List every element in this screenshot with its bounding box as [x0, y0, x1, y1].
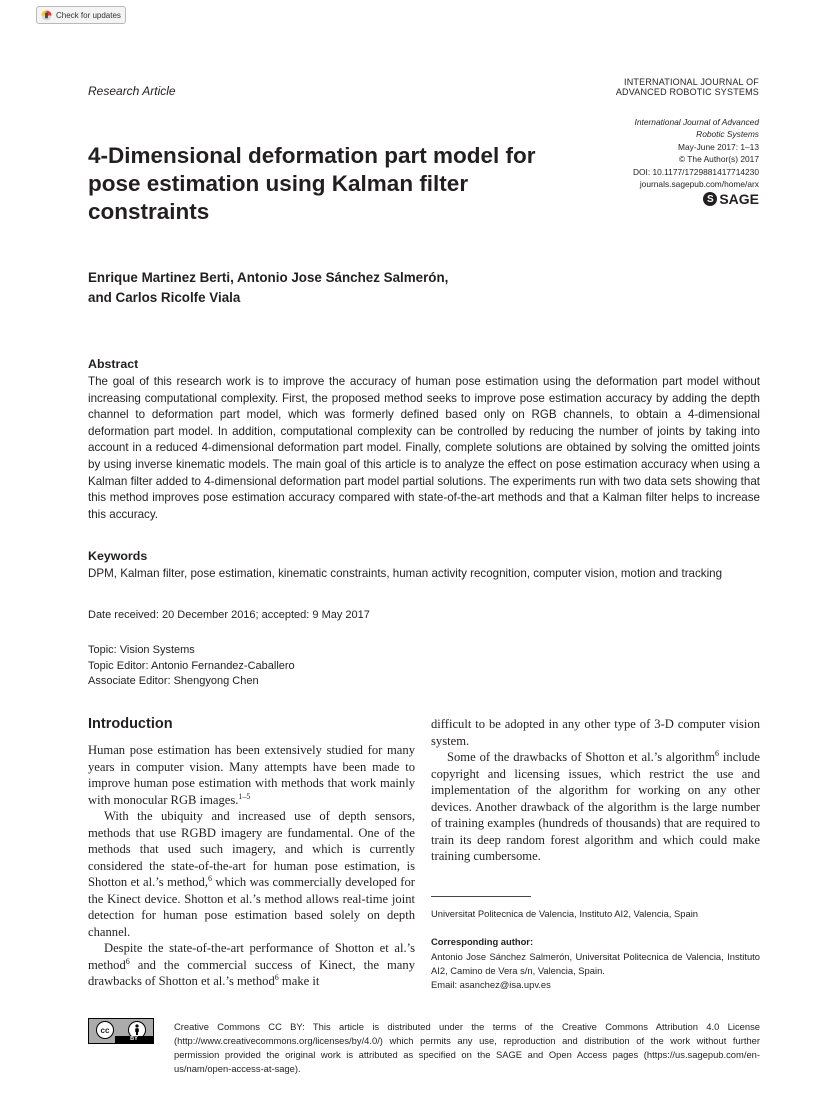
journal-brand-line2: ADVANCED ROBOTIC SYSTEMS [615, 87, 759, 97]
citation-ref[interactable]: 6 [715, 748, 720, 758]
paper-title: 4-Dimensional deformation part model for pose estimation using Kalman filter constraints [88, 143, 536, 224]
corresponding-author-details [431, 950, 760, 991]
journal-copyright: © The Author(s) 2017 [678, 154, 759, 165]
intro-paragraph-1: Human pose estimation has been extensively studied for many years in computer vision. Many attempts have been made to improve human pose estimation with methods that work mainly with monocular RGB images.$^{1-5}$ [88, 743, 415, 807]
author-line-1: Enrique Martinez Berti, Antonio Jose Sánchez Salmerón, [88, 270, 449, 285]
journal-info [539, 116, 759, 190]
keywords-heading: Keywords [88, 549, 148, 563]
corresponding-author-address: Antonio Jose Sánchez Salmerón, Universitat Politecnica de Valencia, Instituto AI2, Camino de Vera s/n, Valencia, Spain. [431, 951, 760, 976]
intro-paragraph-3: Despite the state-of-the-art performance of Shotton et al.’s method$^6$ and the commercial success of Kinect, the many drawbacks of Shotton et al.’s method$^6$ make it [88, 941, 415, 988]
citation-ref[interactable]: 6 [274, 972, 279, 982]
sage-logo [703, 191, 759, 207]
article-type: Research Article [88, 84, 176, 98]
author-line-2: and Carlos Ricolfe Viala [88, 290, 241, 305]
journal-doi[interactable]: DOI: 10.1177/1729881417714230 [632, 166, 759, 177]
cc-icon: cc [96, 1021, 114, 1039]
intro-paragraph-3-cont: difficult to be adopted in any other type of 3-D computer vision system. [431, 717, 760, 748]
affiliation: Universitat Politecnica de Valencia, Instituto AI2, Valencia, Spain [431, 908, 698, 919]
topic-line: Topic: Vision Systems [88, 644, 195, 656]
journal-name-line1: International Journal of Advanced [634, 117, 759, 127]
topic-editor-line: Topic Editor: Antonio Fernandez-Caballero [88, 659, 295, 672]
intro-paragraph-2: With the ubiquity and increased use of depth sensors, methods that use RGBD imagery are fundamental. One of the methods that used such imagery, and which is currently considered the state-of-the-art for human pose estimation, is Shotton et al.’s method,$^6$ which was commercially developed for the Kinect device. Shotton et al.’s method allows real-time joint detection for human pose estimation based solely on depth channel. [88, 809, 415, 939]
corresponding-author-email[interactable]: Email: asanchez@isa.upv.es [431, 978, 551, 990]
topic-block [88, 643, 295, 690]
citation-ref[interactable]: 1–5 [238, 791, 251, 801]
journal-brand [616, 77, 759, 97]
journal-issue: May-June 2017: 1–13 [677, 141, 759, 152]
citation-ref[interactable]: 6 [125, 956, 130, 966]
intro-paragraph-4: Some of the drawbacks of Shotton et al.’s algorithm$^6$ include copyright and licensing issues, which restrict the use and implementation of the algorithm for working on any other devices. Another drawback of the algorithm is the large number of training examples (hundreds of thousands) that are required to train its deep random forest algorithm and which could make training cumbersome. [431, 748, 760, 863]
keywords-text: DPM, Kalman filter, pose estimation, kinematic constraints, human activity recognition, computer vision, motion and tracking [88, 567, 723, 580]
associate-editor-line: Associate Editor: Shengyong Chen [88, 675, 259, 687]
right-column [431, 716, 760, 865]
footnote-divider [431, 896, 531, 897]
author-list [88, 268, 588, 308]
check-for-updates-button[interactable] [36, 6, 126, 24]
abstract-heading: Abstract [88, 357, 139, 371]
sage-s-icon: S [703, 192, 717, 206]
dates-line: Date received: 20 December 2016; accepted: 9 May 2017 [88, 609, 370, 621]
by-label: BY [115, 1036, 153, 1043]
left-column [88, 742, 415, 990]
sage-logo-text: SAGE [719, 191, 759, 207]
license-paragraph: Creative Commons CC BY: This article is distributed under the terms of the Creative Commons Attribution 4.0 License (http://www.creativecommons.org/licenses/by/4.0/) which permits any use, reproduction and distribution of the work without further permission provided the original work is attributed as specified on the SAGE and Open Access pages (https://us.sagepub.com/en-us/nam/open-access-at-sage). [174, 1021, 760, 1074]
journal-name-line2: Robotic Systems [696, 129, 759, 140]
journal-brand-line1: INTERNATIONAL JOURNAL OF [624, 77, 759, 87]
crossmark-icon [41, 10, 52, 21]
citation-ref[interactable]: 6 [208, 873, 213, 883]
introduction-heading: Introduction [88, 716, 173, 732]
journal-url[interactable]: journals.sagepub.com/home/arx [639, 179, 759, 190]
check-for-updates-label: Check for updates [56, 10, 121, 20]
abstract-text: The goal of this research work is to improve the accuracy of human pose estimation using the deformation part model without increasing computational complexity. First, the proposed method seeks to improve pose estimation accuracy by adding the depth channel to deformation part model, which was formerly defined based only on RGB channels, to obtain a 4-dimensional deformation part model. In addition, computational complexity can be controlled by reducing the number of joints by taking into account in a reduced 4-dimensional deformation part model. Finally, complete solutions are obtained by solving the omitted joints by using inverse kinematic models. The main goal of this article is to analyze the effect on pose estimation accuracy when using a Kalman filter added to 4-dimensional deformation part model partial solutions. The experiments run with two data sets showing that this method improves pose estimation accuracy compared with state-of-the-art methods and that a Kalman filter helps to increase this accuracy. [88, 375, 760, 521]
corresponding-author-heading: Corresponding author: [431, 936, 534, 947]
license-text [88, 1020, 760, 1076]
